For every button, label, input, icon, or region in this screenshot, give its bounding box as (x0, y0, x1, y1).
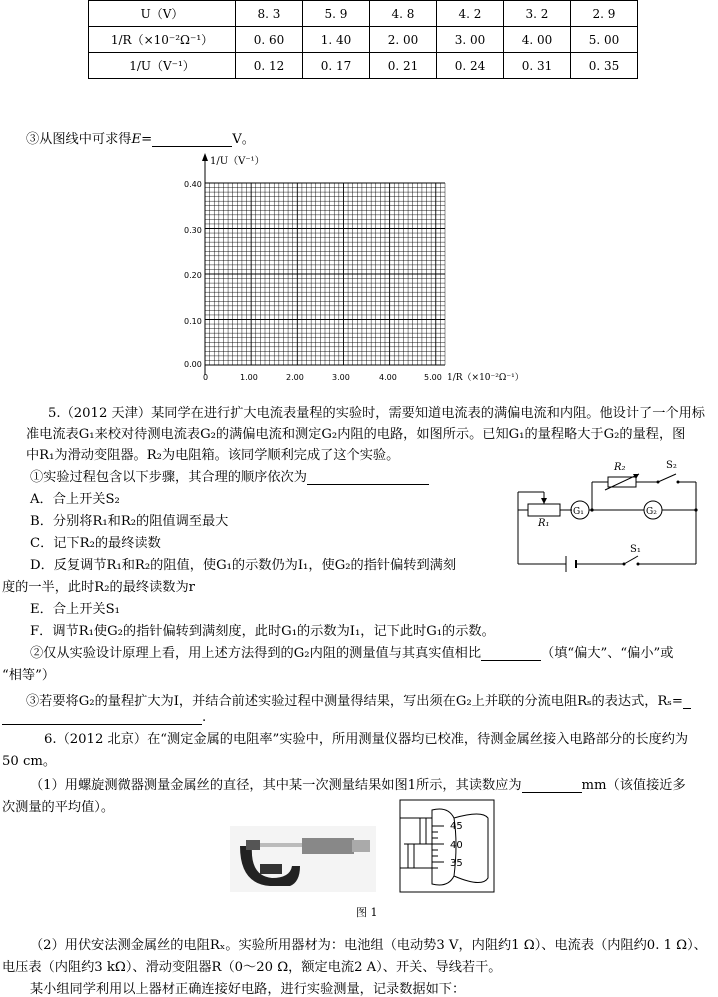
table-cell: 0. 60 (236, 27, 303, 53)
answer-blank[interactable] (152, 146, 232, 147)
question-text: （填“偏大”、“偏小”或 (541, 646, 674, 661)
table-cell: 2. 9 (571, 1, 638, 27)
x-axis-label: 1/R（×10⁻²Ω⁻¹） (447, 373, 524, 383)
variable-arrow-icon (605, 474, 639, 490)
y-tick-label: 0.30 (184, 226, 202, 235)
p6-line2: 50 cm。 (2, 754, 57, 769)
y-axis-arrow (202, 153, 208, 161)
var-e: E (131, 132, 142, 147)
data-table (88, 0, 638, 79)
question-text: （1）用螺旋测微器测量金属丝的直径，其中某一次测量结果如图1所示，其读数应为 (30, 778, 522, 793)
micrometer-zoom (392, 796, 500, 896)
p5-q3 (26, 690, 691, 709)
row-label: 1/R（×10⁻²Ω⁻¹） (89, 27, 236, 53)
question-e (26, 128, 255, 147)
switch-contact-icon (657, 481, 660, 484)
unit-text: V。 (232, 132, 255, 147)
junction-dot (694, 508, 697, 511)
micrometer-tick-label: 35 (450, 858, 463, 869)
question-text: ③若要将G₂的量程扩大为I，并结合前述实验过程中测量得结果，写出须在G₂上并联的分流电阻Rₛ的表达式，Rₛ= (26, 694, 683, 709)
switch-contact-icon (677, 481, 680, 484)
step-d: D．反复调节R₁和R₂的阻值，使G₁的示数仍为I₁，使G₂的指针偏转到满刻 (30, 558, 457, 573)
table-cell: 5. 9 (303, 1, 370, 27)
switch-s1-icon (624, 556, 638, 564)
y-tick-label: 0.40 (184, 180, 202, 189)
label-g1: G₁ (573, 507, 584, 517)
p6-q2-line1: （2）用伏安法测金属丝的电阻Rₓ。实验所用器材为：电池组（电动势3 V，内阻约1 Ω）、电流表（内阻约0. 1 Ω）、 (30, 938, 707, 953)
x-tick-label: 2.00 (286, 373, 304, 382)
table-cell: 4. 8 (370, 1, 437, 27)
question-text: ②仅从实验设计原理上看，用上述方法得到的G₂内阻的测量值与其真实值相比 (30, 646, 482, 661)
p6-q2-line3: 某小组同学利用以上器材正确连接好电路，进行实验测量，记录数据如下： (30, 982, 466, 997)
step-e: E．合上开关S₁ (30, 602, 120, 617)
p5-q1 (30, 466, 429, 485)
p5-q2 (30, 642, 673, 661)
p6-q1-cont: 次测量的平均值）。 (2, 800, 115, 815)
table-cell: 8. 3 (236, 1, 303, 27)
step-c: C．记下R₂的最终读数 (30, 536, 161, 551)
table-row (89, 27, 638, 53)
table-cell: 0. 24 (437, 53, 504, 79)
step-a: A．合上开关S₂ (30, 492, 120, 507)
switch-contact-icon (623, 563, 626, 566)
table-cell: 0. 21 (370, 53, 437, 79)
y-axis-label: 1/U（V⁻¹） (210, 156, 265, 167)
x-tick-label: 3.00 (332, 373, 350, 382)
label-r1: R₁ (538, 518, 550, 529)
circuit-diagram (508, 452, 712, 582)
step-f: F．调节R₁使G₂的指针偏转到满刻度，此时G₁的示数为I₁，记下此时G₁的示数。 (30, 624, 495, 639)
equals-sign: = (141, 132, 153, 147)
x-tick-label: 5.00 (424, 373, 442, 382)
table-cell: 0. 31 (504, 53, 571, 79)
question-text: ③从图线中可求得 (26, 132, 132, 147)
step-b: B．分别将R₁和R₂的阻值调至最大 (30, 514, 229, 529)
y-tick-label: 0.10 (184, 317, 202, 326)
table-row (89, 53, 638, 79)
table-cell: 5. 00 (571, 27, 638, 53)
figure-caption: 图 1 (356, 906, 378, 919)
table-cell: 3. 2 (504, 1, 571, 27)
p5-q3-blank-line (2, 710, 206, 725)
p5-line3: 中R₁为滑动变阻器。R₂为电阻箱。该同学顺利完成了这个实验。 (26, 448, 400, 463)
p5-line1: 5.（2012 天津）某同学在进行扩大电流表量程的实验时，需要知道电流表的满偏电流和内阻。他设计了一个用标 (48, 406, 705, 421)
table-cell: 0. 17 (303, 53, 370, 79)
row-label: 1/U（V⁻¹） (89, 53, 236, 79)
junction-dot (590, 508, 593, 511)
table-cell: 4. 2 (437, 1, 504, 27)
micrometer-tick-label: 45 (450, 821, 463, 832)
slider-arrow-icon (541, 498, 547, 504)
step-d-cont: 度的一半，此时R₂的最终读数为r (2, 580, 195, 595)
table-row (89, 1, 638, 27)
label-r2: R₂ (614, 462, 626, 473)
answer-blank[interactable] (481, 660, 541, 661)
question-text: mm（该值接近多 (581, 778, 686, 793)
grid-lines (205, 183, 445, 365)
y-tick-label: 0.20 (184, 271, 202, 280)
p5-q2-cont: “相等”） (2, 668, 56, 683)
x-tick-label: 4.00 (379, 373, 397, 382)
table-cell: 4. 00 (504, 27, 571, 53)
period: . (202, 710, 207, 725)
label-s2: S₂ (666, 460, 677, 471)
graph-paper (170, 150, 530, 390)
table-cell: 2. 00 (370, 27, 437, 53)
switch-contact-icon (637, 563, 640, 566)
y-tick-label: 0.00 (184, 360, 202, 369)
answer-blank[interactable] (307, 484, 429, 485)
table-cell: 0. 35 (571, 53, 638, 79)
table-cell: 1. 40 (303, 27, 370, 53)
label-g2: G₂ (646, 507, 657, 517)
question-text: ①实验过程包含以下步骤，其合理的顺序依次为 (30, 470, 307, 485)
answer-blank[interactable] (522, 792, 582, 793)
x-tick-label: 1.00 (240, 373, 258, 382)
answer-blank[interactable] (683, 708, 691, 709)
table-cell: 0. 12 (236, 53, 303, 79)
x-tick-label: 0 (203, 373, 209, 382)
micrometer-photo (230, 826, 376, 892)
table-cell: 3. 00 (437, 27, 504, 53)
p6-q2-line2: 电压表（内阻约3 kΩ）、滑动变阻器R（0～20 Ω，额定电流2 A）、开关、导线若干。 (2, 960, 502, 975)
answer-blank[interactable] (2, 724, 202, 725)
p6-q1 (30, 774, 686, 793)
row-label: U（V） (89, 1, 236, 27)
p5-line2: 准电流表G₁来校对待测电流表G₂的满偏电流和测定G₂内阻的电路，如图所示。已知G₁的量程略大于G₂的量程，图 (26, 427, 686, 442)
label-s1: S₁ (630, 544, 641, 555)
micrometer-tick-label: 40 (450, 840, 463, 851)
p6-line1: 6.（2012 北京）在“测定金属的电阻率”实验中，所用测量仪器均已校准，待测金属丝接入电路部分的长度约为 (44, 732, 689, 747)
